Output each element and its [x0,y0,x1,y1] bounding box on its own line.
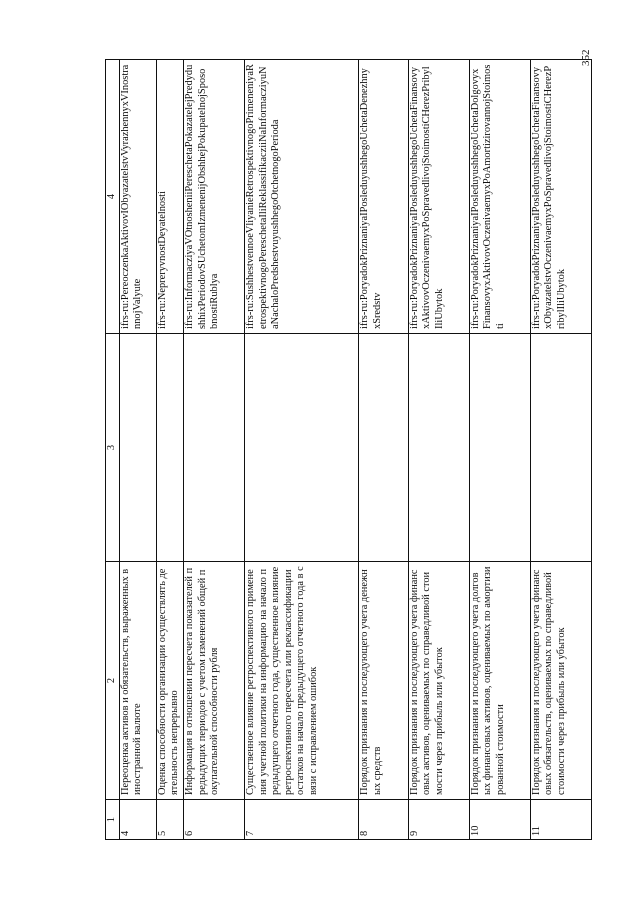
row-name: Порядок признания и последующего учета финансовых обязательств, оцениваемых по справедливой стоимости через прибыль или убыток [530,562,591,800]
header-col-3: 3 [106,334,120,562]
row-name: Существенное влияние ретроспективного применения учетной политики на информацию на начало предыдущего отчетного года, существенное влияние ретроспективного пересчета или реклассификации остатков на начало предыдущего отчетного года в связи с исправлением ошибок [245,562,359,800]
table-row [469,60,530,840]
row-name: Порядок признания и последующего учета денежных средств [359,562,409,800]
row-code: ifrs-ru:PoryadokPriznaniyaIPosleduyushhegoUchetaFinansovyxObyazatelstvOczenivaemyxPoSpravedlivojStoimostiCHerezPribylIliUbytok [530,60,591,334]
header-col-1: 1 [106,800,120,840]
rotated-table-container [105,60,592,840]
row-number: 4 [120,800,157,840]
row-number: 9 [408,800,469,840]
row-col3 [408,334,469,562]
row-code: ifrs-ru:InformacziyaVOtnosheniiPereschetaPokazatelejPredydushhixPeriodovSUchetomIzmenenijObshhejPokupatelnojSposobnostiRublya [184,60,245,334]
row-col3 [469,334,530,562]
table-row [408,60,469,840]
row-name: Переоценка активов и обязательств, выраженных в иностранной валюте [120,562,157,800]
row-number: 6 [184,800,245,840]
row-code: ifrs-ru:NepreryvnostDeyatelnosti [156,60,183,334]
row-number: 10 [469,800,530,840]
table-row [359,60,409,840]
row-col3 [359,334,409,562]
row-code: ifrs-ru:SushhestvennoeVliyanieRetrospektivnogoPrimeneniyaRetrospektivnogoPereschetaIliReklassifikacziiNaInformacziyuNaNachaloPredshestvuyushhegoOtchetnogoPerioda [245,60,359,334]
table-row [245,60,359,840]
codes-table [105,59,592,840]
row-number: 8 [359,800,409,840]
row-code: ifrs-ru:PoryadokPriznaniyaIPosleduyushhegoUchetaFinansovyxAktivovOczenivaemyxPoSpravedlivojStoimostiCHerezPribylIliUbytok [408,60,469,334]
row-name: Порядок признания и последующего учета долговых финансовых активов, оцениваемых по амортизированной стоимости [469,562,530,800]
row-name: Порядок признания и последующего учета финансовых активов, оцениваемых по справедливой стоимости через прибыль или убыток [408,562,469,800]
page-number: 352 [580,49,592,66]
row-name: Информация в отношении пересчета показателей предыдущих периодов с учетом изменений общей покупательной способности рубля [184,562,245,800]
row-code: ifrs-ru:PoryadokPriznaniyaIPosleduyushhegoUchetaDenezhnyxSredstv [359,60,409,334]
table-header-row [106,60,120,840]
row-col3 [530,334,591,562]
row-col3 [245,334,359,562]
row-number: 5 [156,800,183,840]
header-col-4: 4 [106,60,120,334]
table-row [530,60,591,840]
row-code: ifrs-ru:PoryadokPriznaniyaIPosleduyushhegoUchetaDolgovyxFinansovyxAktivovOczenivaemyxPoAmortizirovannojStoimosti [469,60,530,334]
row-number: 11 [530,800,591,840]
row-number: 7 [245,800,359,840]
table-row [184,60,245,840]
row-name: Оценка способности организации осуществлять деятельность непрерывно [156,562,183,800]
row-col3 [184,334,245,562]
row-col3 [156,334,183,562]
row-code: ifrs-ru:PereoczenkaAktivovIObyazatelstvVyrazhennyxVInostrannojValyute [120,60,157,334]
header-col-2: 2 [106,562,120,800]
table-row [120,60,157,840]
row-col3 [120,334,157,562]
table-row [156,60,183,840]
